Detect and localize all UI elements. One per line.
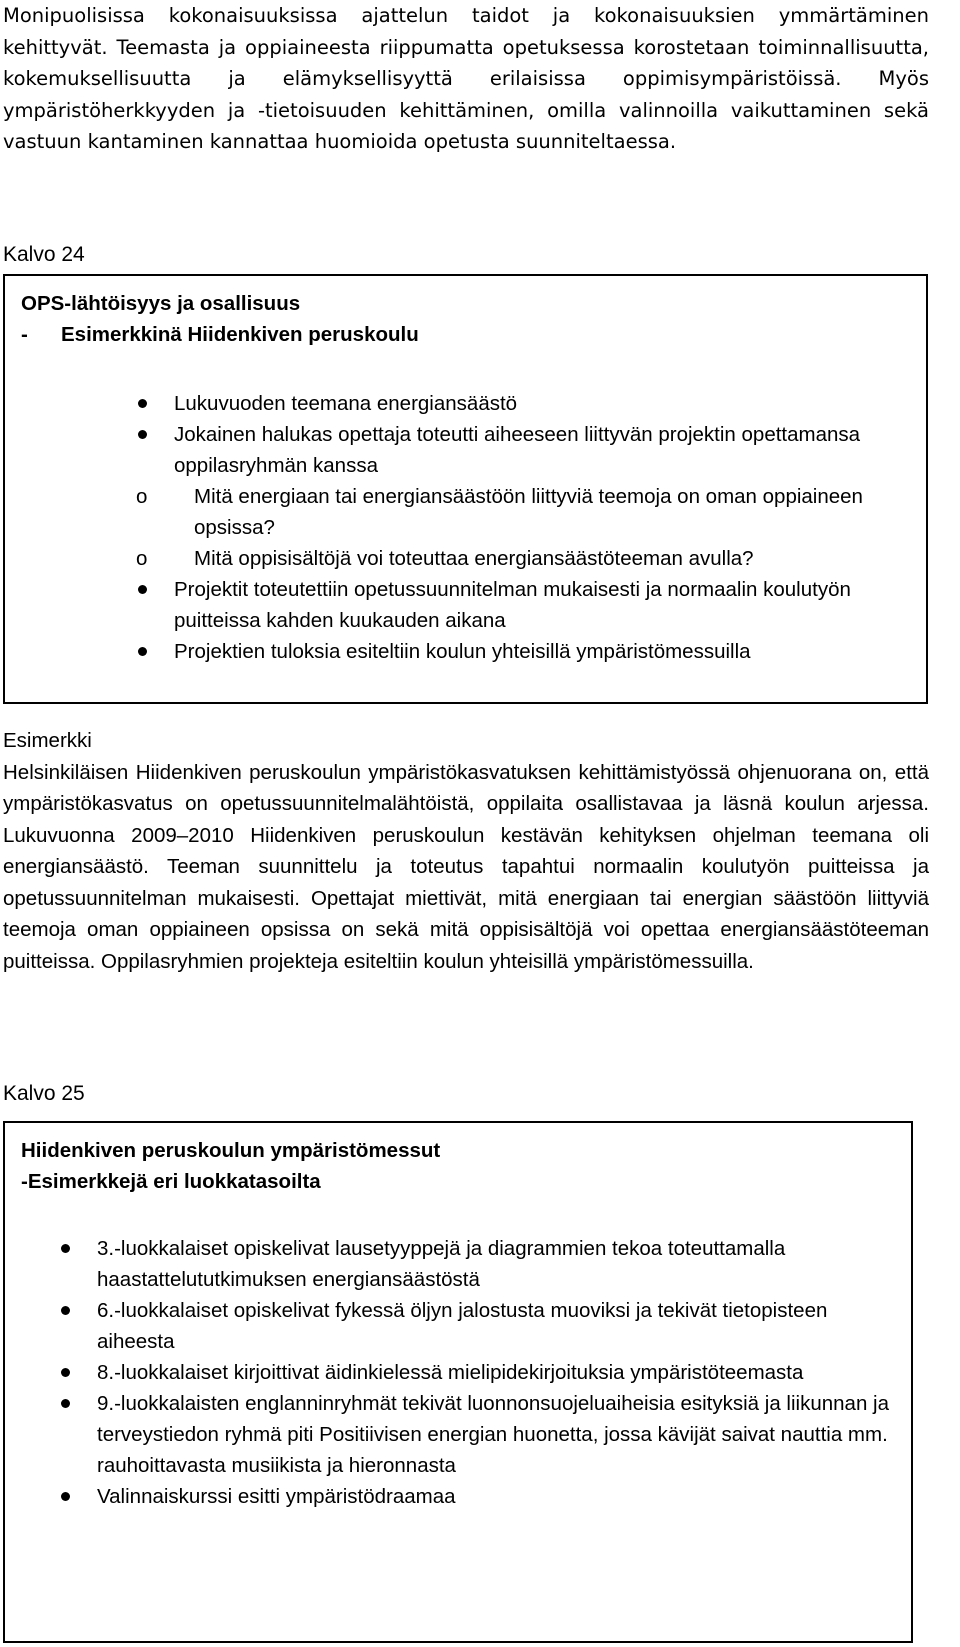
list-item — [21, 1233, 897, 1295]
slide-25-title: Hiidenkiven peruskoulun ympäristömessut — [21, 1139, 441, 1162]
list-item-text: 3.-luokkalaiset opiskelivat lausetyyppejä ja diagrammien tekoa toteuttamalla haastattelututkimuksen energiansäästöstä — [97, 1237, 786, 1291]
list-item-text: Projektit toteutettiin opetussuunnitelman mukaisesti ja normaalin koulutyön puitteissa kahden kuukauden aikana — [174, 578, 851, 632]
sub-list-item — [136, 481, 912, 543]
list-item — [21, 388, 912, 419]
list-item-text: 8.-luokkalaiset kirjoittivat äidinkielessä mielipidekirjoituksia ympäristöteemasta — [97, 1361, 804, 1384]
circle-bullet-icon: o — [136, 547, 148, 570]
slide-25-box — [3, 1121, 913, 1643]
example-heading: Esimerkki — [3, 729, 92, 752]
list-item-text: Jokainen halukas opettaja toteutti aiheeseen liittyvän projektin opettamansa oppilasryhmän kanssa — [174, 423, 861, 477]
sub-list-item — [136, 543, 912, 574]
sub-bullet-list — [136, 481, 912, 574]
list-item-text: Lukuvuoden teemana energiansäästö — [174, 392, 518, 415]
slide-25-bullet-list — [21, 1233, 897, 1512]
bullet-icon — [61, 1368, 70, 1377]
bullet-icon — [138, 430, 147, 439]
bullet-icon — [138, 399, 147, 408]
subtitle-dash: - — [21, 323, 28, 346]
slide-24-title: OPS-lähtöisyys ja osallisuus — [21, 292, 301, 315]
list-item — [21, 419, 912, 574]
bullet-icon — [61, 1399, 70, 1408]
slide-24-label: Kalvo 24 — [3, 243, 85, 266]
list-item-text: Projektien tuloksia esiteltiin koulun yhteisillä ympäristömessuilla — [174, 640, 751, 663]
intro-text — [3, 0, 929, 158]
example-paragraph: Helsinkiläisen Hiidenkiven peruskoulun ympäristökasvatuksen kehittämistyössä ohjenuorana on, että ympäristökasvatus on opetussuunnitelmalähtöistä, oppilaita osallistavaa ja läsnä koulun arjessa. Lukuvuonna 2009–2010 Hiidenkiven peruskoulun kestävän kehityksen ohjelman teemana oli energiansäästö. Teeman suunnittelu ja toteutus tapahtui normaalin koulutyön puitteissa ja opetussuunnitelman mukaisesti. Opettajat miettivät, mitä energiaan tai energian säästöön liittyviä teemoja oman oppiaineen opsissa on sekä mitä oppisisältöjä voi opettaa energiansäästöteeman puitteissa. Oppilasryhmien projekteja esiteltiin koulun yhteisillä ympäristömessuilla. — [3, 760, 929, 973]
list-item — [21, 574, 912, 636]
slide-24-subtitle: Esimerkkinä Hiidenkiven peruskoulu — [61, 323, 419, 346]
list-item-text: 9.-luokkalaisten englanninryhmät tekivät luonnonsuojeluaiheisia esityksiä ja liikunnan ja terveystiedon ryhmä piti Positiivisen energian huonetta, jossa kävijät saivat nauttia mm. rauhoittavasta musiikista ja hieronnasta — [97, 1392, 890, 1477]
list-item — [21, 1481, 897, 1512]
slide-24-bullet-list — [21, 388, 912, 667]
circle-bullet-icon: o — [136, 485, 148, 508]
slide-24-box — [3, 274, 928, 704]
list-item-text: Valinnaiskurssi esitti ympäristödraamaa — [97, 1485, 456, 1508]
bullet-icon — [61, 1492, 70, 1501]
slide-25-subtitle: -Esimerkkejä eri luokkatasoilta — [21, 1170, 321, 1193]
example-section — [3, 725, 929, 977]
slide-25-label: Kalvo 25 — [3, 1082, 85, 1105]
slide-24-subtitle-line — [21, 319, 912, 350]
list-item-text: 6.-luokkalaiset opiskelivat fykessä öljyn jalostusta muoviksi ja tekivät tietopisteen aiheesta — [97, 1299, 828, 1353]
sub-list-item-text: Mitä oppisisältöjä voi toteuttaa energiansäästöteeman avulla? — [194, 547, 754, 570]
bullet-icon — [138, 585, 147, 594]
list-item — [21, 1295, 897, 1357]
bullet-icon — [138, 647, 147, 656]
sub-list-item-text: Mitä energiaan tai energiansäästöön liittyviä teemoja on oman oppiaineen opsissa? — [194, 485, 863, 539]
bullet-icon — [61, 1306, 70, 1315]
bullet-icon — [61, 1244, 70, 1253]
list-item — [21, 1357, 897, 1388]
list-item — [21, 636, 912, 667]
intro-paragraph: Monipuolisissa kokonaisuuksissa ajattelun taidot ja kokonaisuuksien ymmärtäminen kehittyvät. Teemasta ja oppiaineesta riippumatta opetuksessa korostetaan toiminnallisuutta, kokemuksellisuutta ja elämyksellisyyttä erilaisissa oppimisympäristöissä. Myös ympäristöherkkyyden ja -tietoisuuden kehittäminen, omilla valinnoilla vaikuttaminen sekä vastuun kantaminen kannattaa huomioida opetusta suunniteltaessa. — [3, 4, 929, 153]
list-item — [21, 1388, 897, 1481]
